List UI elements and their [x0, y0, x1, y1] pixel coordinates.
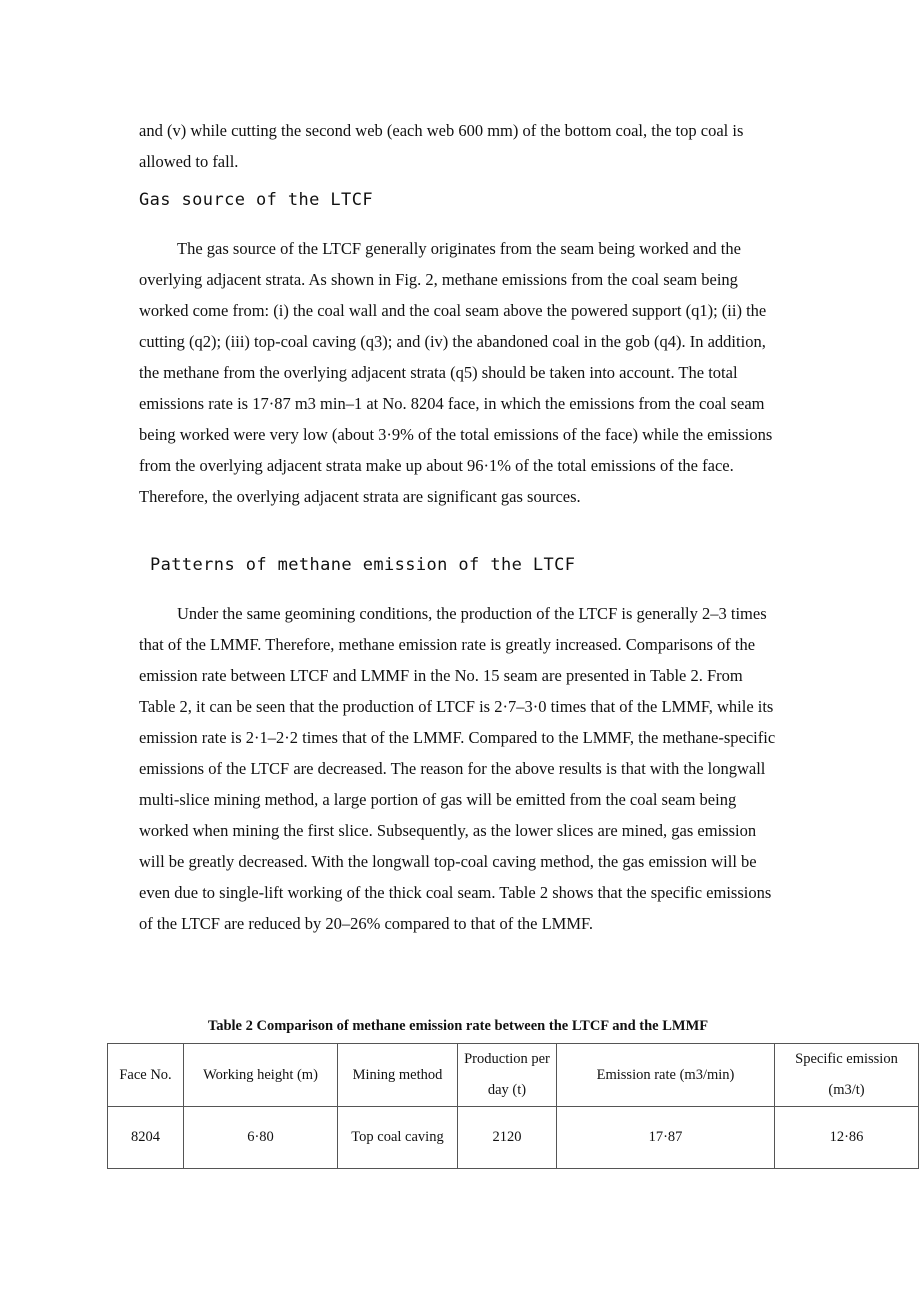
gas-source-paragraph: The gas source of the LTCF generally originates from the seam being worked and the overlying adjacent strata. As shown in Fig. 2, methane emissions from the coal seam being worked come from: (i) the coal wall and the coal seam above the powered support (q1); (ii) the cutting (q2); (iii) top-coal caving (q3); and (iv) the abandoned coal in the gob (q4). In addition, the methane from the overlying adjacent strata (q5) should be taken into account. The total emissions rate is 17·87 m3 min–1 at No. 8204 face, in which the emissions from the coal seam being worked were very low (about 3·9% of the total emissions of the face) while the emissions from the overlying adjacent strata make up about 96·1% of the total emissions of the face. Therefore, the overlying adjacent strata are significant gas sources.	[139, 239, 773, 506]
section-heading-patterns: Patterns of methane emission of the LTCF	[150, 555, 576, 575]
section-heading-gas-source: Gas source of the LTCF	[139, 190, 373, 210]
header-production-per-day: Production per day (t)	[458, 1044, 557, 1107]
cell-face-no: 8204	[108, 1107, 184, 1169]
header-specific-emission: Specific emission (m3/t)	[775, 1044, 919, 1107]
table-header-row	[108, 1044, 919, 1107]
header-working-height: Working height (m)	[184, 1044, 338, 1107]
emission-comparison-table	[107, 1043, 919, 1169]
cell-specific-emission: 12·86	[775, 1107, 919, 1169]
cell-mining-method: Top coal caving	[338, 1107, 458, 1169]
header-face-no: Face No.	[108, 1044, 184, 1107]
table-row	[108, 1107, 919, 1169]
intro-paragraph: and (v) while cutting the second web (each web 600 mm) of the bottom coal, the top coal is allowed to fall.	[139, 121, 744, 171]
header-emission-rate: Emission rate (m3/min)	[557, 1044, 775, 1107]
patterns-paragraph: Under the same geomining conditions, the production of the LTCF is generally 2–3 times that of the LMMF. Therefore, methane emission rate is greatly increased. Comparisons of the emission rate between LTCF and LMMF in the No. 15 seam are presented in Table 2. From Table 2, it can be seen that the production of LTCF is 2·7–3·0 times that of the LMMF, while its emission rate is 2·1–2·2 times that of the LMMF. Compared to the LMMF, the methane-specific emissions of the LTCF are decreased. The reason for the above results is that with the longwall multi-slice mining method, a large portion of gas will be emitted from the coal seam being worked when mining the first slice. Subsequently, as the lower slices are mined, gas emission will be greatly decreased. With the longwall top-coal caving method, the gas emission will be even due to single-lift working of the thick coal seam. Table 2 shows that the specific emissions of the LTCF are reduced by 20–26% compared to that of the LMMF.	[139, 604, 776, 933]
cell-production-per-day: 2120	[458, 1107, 557, 1169]
table-caption: Table 2 Comparison of methane emission rate between the LTCF and the LMMF	[207, 1018, 709, 1034]
header-mining-method: Mining method	[338, 1044, 458, 1107]
cell-working-height: 6·80	[184, 1107, 338, 1169]
cell-emission-rate: 17·87	[557, 1107, 775, 1169]
